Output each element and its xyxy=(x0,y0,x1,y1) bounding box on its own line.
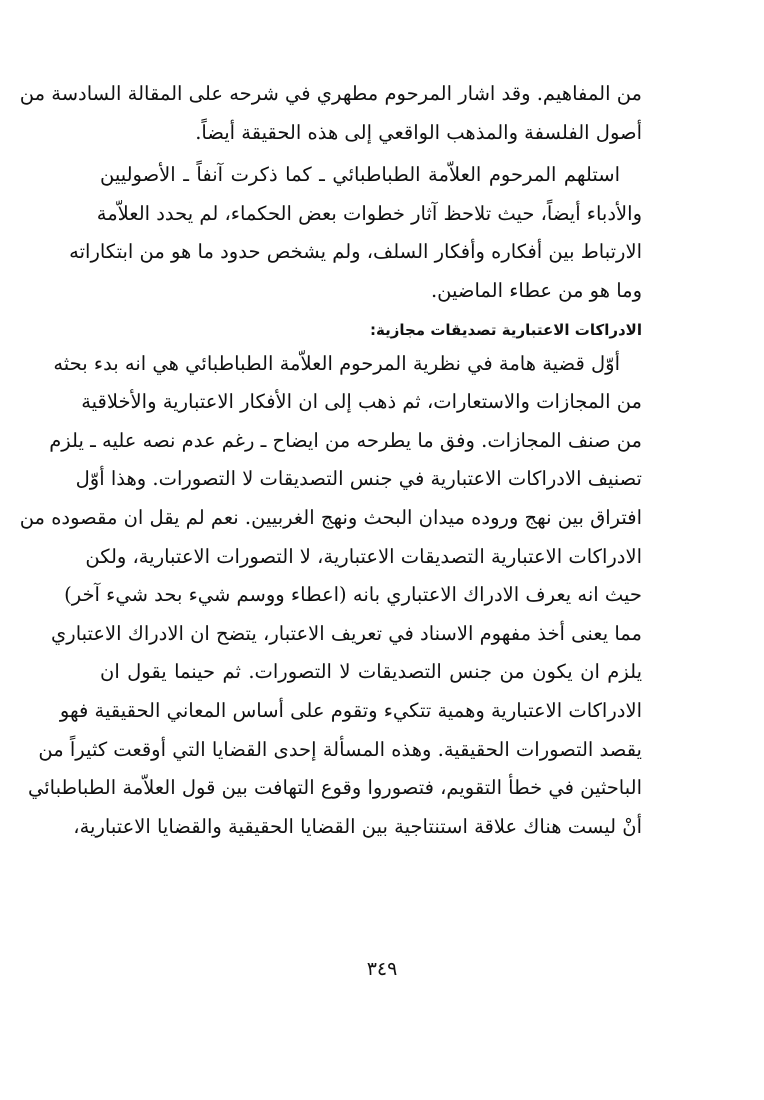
text-line: أصول الفلسفة والمذهب الواقعي إلى هذه الحقيقة أيضاً. xyxy=(195,120,642,144)
text-line: من المجازات والاستعارات، ثم ذهب إلى ان الأفكار الاعتبارية والأخلاقية xyxy=(81,390,642,414)
text-line: تصنيف الادراكات الاعتبارية في جنس التصديقات لا التصورات. وهذا أوّل xyxy=(75,467,642,491)
text-line: أنْ ليست هناك علاقة استنتاجية بين القضايا الحقيقية والقضايا الاعتبارية، xyxy=(73,814,642,838)
text-line: أوّل قضية هامة في نظرية المرحوم العلاّمة الطباطبائي هي انه بدء بحثه xyxy=(53,351,620,375)
page-body xyxy=(19,75,642,846)
text-line: استلهم المرحوم العلاّمة الطباطبائي ـ كما ذكرت آنفاً ـ الأصوليين xyxy=(100,163,620,187)
text-line: الادراكات الاعتبارية التصديقات الاعتبارية، لا التصورات الاعتبارية، ولكن xyxy=(85,544,642,568)
text-line: وما هو من عطاء الماضين. xyxy=(430,278,642,302)
section-heading: الادراكات الاعتبارية تصديقات مجازية: xyxy=(370,320,642,339)
text-line: والأدباء أيضاً، حيث تلاحظ آثار خطوات بعض الحكماء، لم يحدد العلاّمة xyxy=(96,201,642,225)
text-line: الباحثين في خطأ التقويم، فتصوروا وقوع التهافت بين قول العلاّمة الطباطبائي xyxy=(27,776,642,800)
text-line: يقصد التصورات الحقيقية. وهذه المسألة إحدى القضايا التي أوقعت كثيراً من xyxy=(38,737,642,761)
text-line: حيث انه يعرف الادراك الاعتباري بانه (اعطاء ووسم شيء بحد شيء آخر) xyxy=(64,583,642,607)
text-line: من المفاهيم. وقد اشار المرحوم مطهري في شرحه على المقالة السادسة من xyxy=(19,82,642,105)
paragraph-3 xyxy=(19,345,642,847)
text-line: مما يعنى أخذ مفهوم الاسناد في تعريف الاعتبار، يتضح ان الادراك الاعتباري xyxy=(51,621,642,645)
text-line: الادراكات الاعتبارية وهمية تتكيء وتقوم على أساس المعاني الحقيقية فهو xyxy=(59,698,642,722)
text-line: يلزم ان يكون من جنس التصديقات لا التصورات. ثم حينما يقول ان xyxy=(100,660,642,684)
paragraph-1 xyxy=(19,75,642,152)
text-line: الارتباط بين أفكاره وأفكار السلف، ولم يشخص حدود ما هو من ابتكاراته xyxy=(69,240,642,264)
text-line: افتراق بين نهج وروده ميدان البحث ونهج الغربيين. نعم لم يقل ان مقصوده من xyxy=(19,505,642,529)
text-line: من صنف المجازات. وفق ما يطرحه من ايضاح ـ رغم عدم نصه عليه ـ يلزم xyxy=(49,428,642,452)
paragraph-2 xyxy=(69,156,642,310)
page-number: ٣٤٩ xyxy=(366,958,398,980)
